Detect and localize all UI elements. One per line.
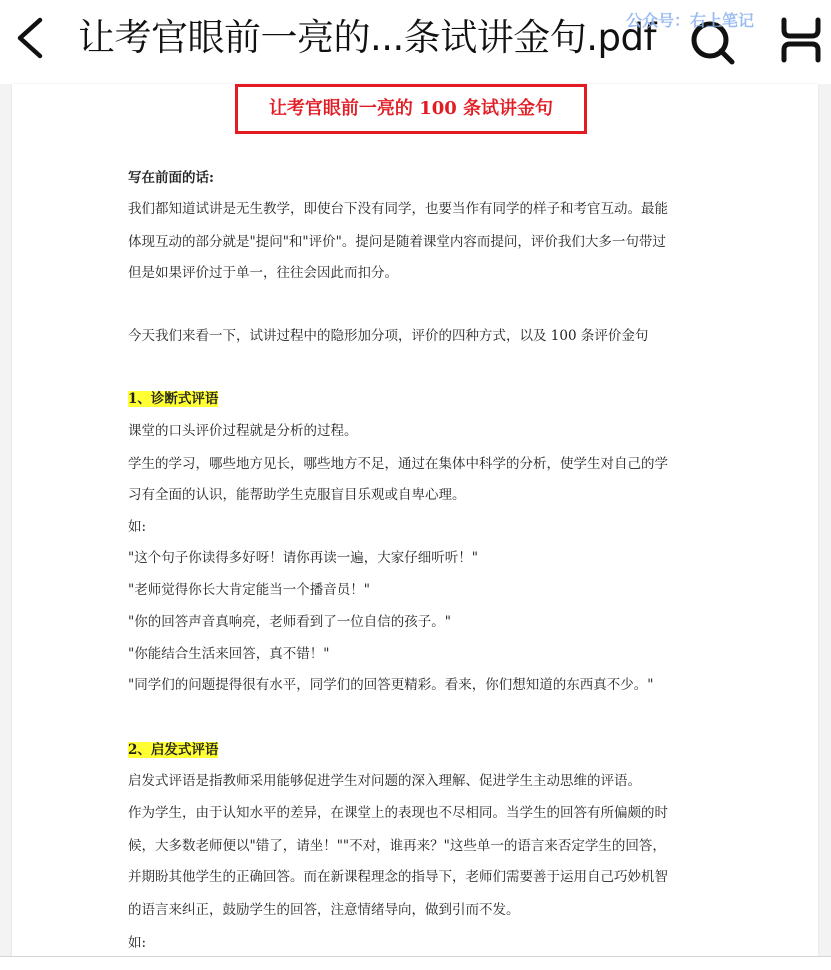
section-1-line: 课堂的口头评价过程就是分析的过程。 — [128, 423, 358, 439]
document-heading: 让考官眼前一亮的 100 条试讲金句 — [268, 98, 554, 119]
document-title: 让考官眼前一亮的...条试讲金句.pdf — [78, 16, 657, 59]
app-bar — [0, 0, 831, 84]
section-1-title-text: 1、诊断式评语 — [128, 391, 219, 407]
section-1-example: "同学们的问题提得很有水平，同学们的回答更精彩。看来，你们想知道的东西真不少。" — [128, 677, 654, 693]
section-1-line: 习有全面的认识，能帮助学生克服盲目乐观或自卑心理。 — [128, 487, 466, 503]
section-2-line: 的语言来纠正，鼓励学生的回答，注意情绪导向，做到引而不发。 — [128, 902, 520, 918]
section-2-line: 候，大多数老师便以"错了，请坐！""不对，谁再来？"这些单一的语言来否定学生的回答， — [128, 838, 666, 854]
bottom-bar — [0, 956, 831, 970]
chevron-left-icon — [10, 14, 50, 62]
watermark-text: 公众号：右上笔记 — [626, 11, 755, 30]
section-2-title — [128, 740, 218, 760]
section-2-line: 作为学生，由于认知水平的差异，在课堂上的表现也不尽相同。当学生的回答有所偏颇的时 — [128, 805, 668, 821]
heading-highlight-box — [235, 84, 587, 134]
intro-title: 写在前面的话: — [128, 170, 214, 186]
section-1-example: "你能结合生活来回答，真不错！" — [128, 646, 330, 662]
pdf-page — [12, 84, 818, 956]
section-1-title — [128, 389, 218, 409]
intro-line: 但是如果评价过于单一，往往会因此而扣分。 — [128, 265, 398, 281]
section-2-line: 并期盼其他学生的正确回答。而在新课程理念的指导下，老师们需要善于运用自己巧妙机智 — [128, 869, 668, 885]
section-2-line: 启发式评语是指教师采用能够促进学生对问题的深入理解、促进学生主动思维的评语。 — [128, 773, 641, 789]
section-2-line: 如: — [128, 935, 147, 951]
section-1-example: "你的回答声音真响亮，老师看到了一位自信的孩子。" — [128, 614, 451, 630]
section-1-line: 学生的学习，哪些地方见长，哪些地方不足，通过在集体中科学的分析，使学生对自己的学 — [128, 456, 668, 472]
overview-line: 今天我们来看一下，试讲过程中的隐形加分项，评价的四种方式，以及 100 条评价金句 — [128, 328, 649, 344]
section-1-example: "这个句子你读得多好呀！请你再读一遍，大家仔细听听！" — [128, 550, 478, 566]
section-2-title-text: 2、启发式评语 — [128, 742, 219, 758]
pdf-viewer[interactable] — [0, 84, 831, 956]
section-1-example: "老师觉得你长大肯定能当一个播音员！" — [128, 582, 370, 598]
intro-line: 体现互动的部分就是"提问"和"评价"。提问是随着课堂内容而提问，评价我们大多一句带过 — [128, 234, 666, 250]
intro-line: 我们都知道试讲是无生教学，即使台下没有同学，也要当作有同学的样子和考官互动。最能 — [128, 201, 668, 217]
menu-icon — [776, 12, 826, 68]
section-1-line: 如: — [128, 519, 147, 535]
menu-button[interactable] — [776, 12, 826, 68]
back-button[interactable] — [10, 14, 50, 62]
